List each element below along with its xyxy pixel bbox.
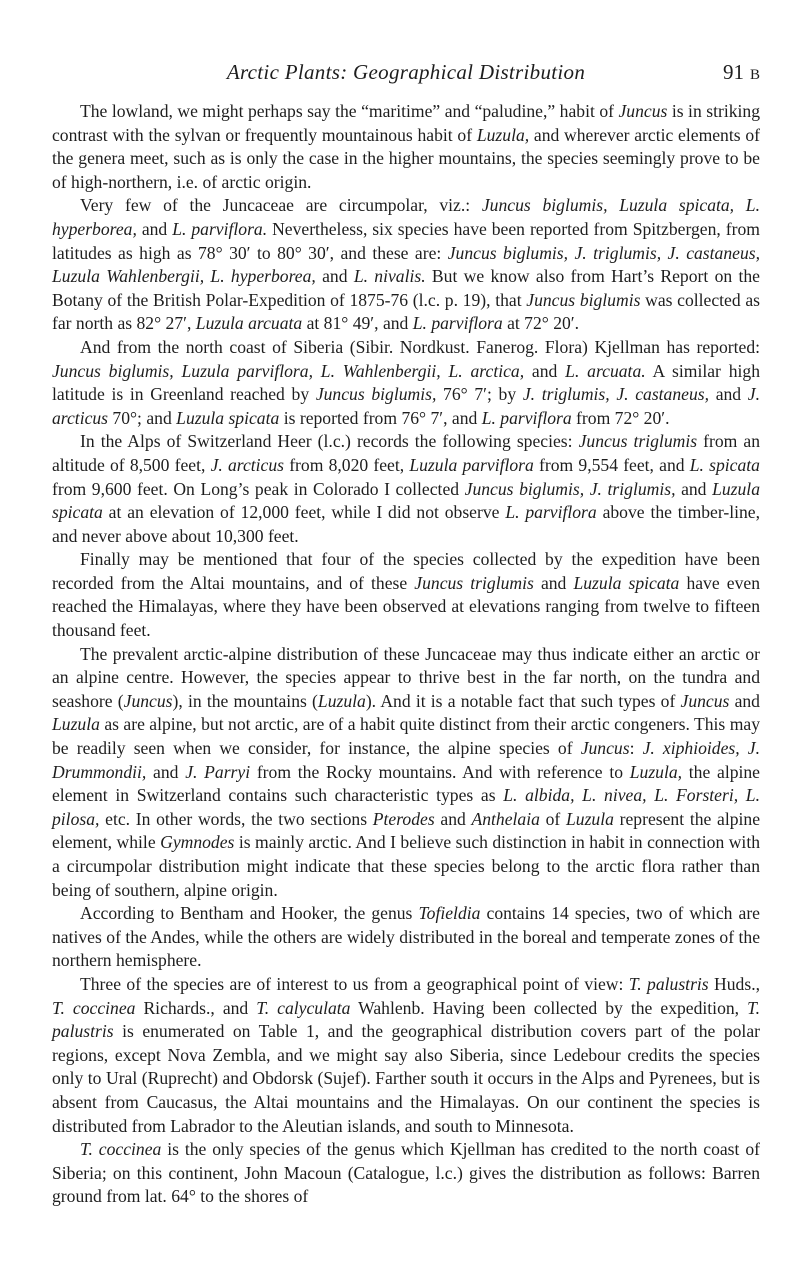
italic-run: T. coccinea bbox=[80, 1139, 162, 1160]
italic-run: Tofieldia bbox=[418, 903, 481, 924]
text-run: from 9,600 feet. On Long’s peak in Colorado I collected bbox=[52, 478, 465, 499]
italic-run: Luzula bbox=[566, 808, 614, 829]
italic-run: Juncus triglumis bbox=[578, 431, 698, 452]
text-run: : bbox=[629, 738, 643, 759]
text-run: A similar high latitude is in Greenland reached by bbox=[52, 360, 761, 405]
text-run: Huds., bbox=[708, 973, 760, 994]
italic-run: T. palustris bbox=[52, 997, 760, 1042]
paragraph bbox=[52, 548, 760, 642]
text-run: ), in the mountains ( bbox=[172, 690, 318, 711]
page-number bbox=[723, 60, 760, 85]
text-run: Wahlenb. Having been collected by the expedition, bbox=[350, 997, 748, 1018]
italic-run: Juncus bbox=[680, 690, 730, 711]
italic-run: Juncus biglumis, bbox=[315, 384, 437, 405]
italic-run: Juncus bbox=[580, 738, 630, 759]
paragraph bbox=[52, 100, 760, 194]
italic-run: J. arcticus bbox=[52, 384, 760, 428]
text-run: is enumerated on Table 1, and the geographical distribution covers part of the polar regions, except Nova Zembla, and we might say also Siberia, since Ledebour credits the species only to Ural (Ruprecht) and Obdorsk (Sujef). Farther south it occurs in the Alps and Pyrenees, but is absent from Caucasus, the Altai mountains and the Himalayas. On our continent the species is distributed from Labrador to the Aleutian islands, and south to Minnesota. bbox=[52, 1021, 760, 1136]
paragraph bbox=[52, 336, 760, 430]
running-title: Arctic Plants: Geographical Distribution bbox=[226, 60, 586, 84]
text-run: and bbox=[146, 761, 186, 782]
italic-run: Gymnodes bbox=[160, 832, 235, 853]
text-run: Finally may be mentioned that four of the species collected by the expedition have been recorded from the Altai mountains, and of these bbox=[52, 549, 760, 593]
text-run: The prevalent arctic-alpine distribution of these Juncaceae may thus indicate either an arctic or an alpine centre. However, the species appear to thrive best in the far north, on the tundra and seashore ( bbox=[52, 643, 760, 711]
italic-run: T. coccinea bbox=[52, 997, 136, 1018]
text-run: the alpine element in Switzerland contains such characteristic types as bbox=[52, 761, 760, 806]
italic-run: Luzula spicata bbox=[176, 407, 280, 428]
paragraph bbox=[52, 643, 760, 903]
italic-run: J. triglumis, J. castaneus, bbox=[522, 384, 710, 405]
italic-run: Juncus triglumis bbox=[414, 572, 534, 593]
italic-run: Anthelaia bbox=[471, 808, 540, 829]
text-run: 70°; and bbox=[108, 407, 177, 428]
text-run: and bbox=[434, 808, 472, 829]
text-run: represent the alpine element, while bbox=[52, 808, 761, 853]
text-run: from the Rocky mountains. And with reference to bbox=[250, 761, 630, 782]
italic-run: L. parviflora bbox=[412, 313, 503, 334]
paragraph bbox=[52, 902, 760, 973]
text-run: and bbox=[136, 218, 173, 239]
italic-run: Juncus biglumis, Luzula parviflora, L. Wahlenbergii, L. arctica, bbox=[52, 360, 525, 381]
text-run: at an elevation of 12,000 feet, while I did not observe bbox=[102, 502, 506, 523]
running-head bbox=[52, 60, 760, 84]
italic-run: Juncus biglumis bbox=[526, 289, 641, 310]
text-run: The lowland, we might perhaps say the “maritime” and “paludine,” habit of bbox=[80, 101, 619, 121]
text-run: at 81° 49′, and bbox=[302, 313, 413, 334]
text-run: and bbox=[709, 384, 748, 405]
page-number-suffix: B bbox=[749, 67, 760, 83]
italic-run: J. Parryi bbox=[185, 761, 251, 782]
text-run: and bbox=[524, 360, 566, 381]
italic-run: Juncus bbox=[123, 690, 173, 711]
italic-run: Luzula bbox=[52, 714, 100, 735]
page-number-value: 91 bbox=[722, 60, 744, 84]
paragraph bbox=[52, 973, 760, 1138]
text-run: is mainly arctic. And I believe such distinction in habit in connection with a circumpolar distribution might indicate that these species belong to the arctic flora rather than being of southern, alpine origin. bbox=[52, 832, 761, 900]
italic-run: Luzula arcuata bbox=[195, 313, 303, 334]
text-run: According to Bentham and Hooker, the genus bbox=[80, 903, 419, 924]
text-run: and wherever arctic elements of the genera meet, such as is only the case in the higher mountains, the species seemingly prove to be of high-northern, i.e. of arctic origin. bbox=[52, 124, 760, 192]
text-run: Three of the species are of interest to us from a geographical point of view: bbox=[80, 973, 629, 994]
text-run: is in striking contrast with the sylvan or frequently mountainous habit of bbox=[52, 101, 760, 145]
text-run: from 9,554 feet, and bbox=[533, 454, 690, 475]
paragraph bbox=[52, 194, 760, 336]
text-run: is reported from 76° 7′, and bbox=[279, 407, 482, 428]
text-run: and bbox=[729, 690, 760, 711]
text-run: contains 14 species, two of which are natives of the Andes, while the others are widely distributed in the boreal and temperate zones of the northern hemisphere. bbox=[52, 903, 760, 971]
italic-run: Juncus biglumis, J. triglumis, J. castaneus, Luzula Wahlenbergii, L. hyperborea, bbox=[52, 242, 760, 287]
text-run: from an altitude of 8,500 feet, bbox=[52, 431, 760, 475]
italic-run: L. parviflora. bbox=[172, 218, 268, 239]
italic-run: L. spicata bbox=[689, 454, 760, 475]
italic-run: T. palustris bbox=[628, 973, 709, 994]
text-run: as are alpine, but not arctic, are of a habit quite distinct from their arctic congeners. This may be readily seen when we consider, for instance, the alpine species of bbox=[52, 714, 760, 759]
italic-run: J. xiphioides, J. Drummondii, bbox=[52, 738, 760, 782]
text-run: Richards., and bbox=[135, 997, 257, 1018]
text-run: etc. In other words, the two sections bbox=[99, 808, 373, 829]
text-run: and bbox=[675, 478, 713, 499]
italic-run: Luzula, bbox=[476, 124, 530, 145]
text-run: from 8,020 feet, bbox=[284, 454, 410, 475]
italic-run: Luzula, bbox=[629, 761, 683, 782]
italic-run: Luzula spicata bbox=[573, 572, 680, 593]
text-run: of bbox=[539, 808, 566, 829]
text-run: have even reached the Himalayas, where they have been observed at elevations ranging from twelve to fifteen thousand feet. bbox=[52, 572, 760, 641]
text-run: is the only species of the genus which Kjellman has credited to the north coast of Siberia; on this continent, John Macoun (Catalogue, l.c.) gives the distribution as follows: Barren ground from lat. 64° to the shores of bbox=[52, 1139, 760, 1207]
text-run: above the timber-line, and never above about 10,300 feet. bbox=[52, 502, 761, 546]
text-run: Nevertheless, six species have been reported from Spitzbergen, from latitudes as high as 78° 30′ to 80° 30′, and these are: bbox=[52, 218, 760, 263]
paragraph bbox=[52, 430, 760, 548]
italic-run: L. albida, L. nivea, L. Forsteri, L. pilosa, bbox=[52, 785, 760, 829]
text-run: And from the north coast of Siberia (Sibir. Nordkust. Fanerog. Flora) Kjellman has reported: bbox=[80, 336, 760, 357]
italic-run: L. arcuata. bbox=[565, 360, 646, 381]
text-run: and bbox=[533, 572, 574, 593]
text-run: and bbox=[315, 266, 354, 287]
text-run: ). And it is a notable fact that such types of bbox=[365, 690, 681, 711]
italic-run: J. arcticus bbox=[210, 454, 284, 475]
paragraph bbox=[52, 1138, 760, 1209]
italic-run: Luzula parviflora bbox=[409, 454, 534, 475]
text-run: was collected as far north as 82° 27′, bbox=[52, 289, 760, 334]
italic-run: Juncus biglumis, J. triglumis, bbox=[464, 478, 676, 499]
italic-run: Juncus bbox=[618, 101, 668, 121]
text-run: 76° 7′; by bbox=[436, 384, 523, 405]
text-run: But we know also from Hart’s Report on the Botany of the British Polar-Expedition of 1875-76 (l.c. p. 19), that bbox=[52, 266, 760, 310]
italic-run: Pterodes bbox=[372, 808, 435, 829]
body-text bbox=[52, 100, 760, 1209]
italic-run: Luzula spicata bbox=[52, 478, 760, 523]
text-run: Very few of the Juncaceae are circumpolar, viz.: bbox=[80, 195, 482, 216]
text-run: at 72° 20′. bbox=[502, 313, 580, 334]
text-run: from 72° 20′. bbox=[571, 407, 670, 428]
text-run: In the Alps of Switzerland Heer (l.c.) records the following species: bbox=[80, 431, 579, 452]
italic-run: Juncus biglumis, Luzula spicata, L. hyperborea, bbox=[52, 195, 760, 239]
italic-run: L. parviflora bbox=[481, 407, 572, 428]
italic-run: L. parviflora bbox=[505, 502, 597, 523]
italic-run: T. calyculata bbox=[256, 997, 351, 1018]
italic-run: L. nivalis. bbox=[353, 266, 426, 287]
italic-run: Luzula bbox=[317, 690, 366, 711]
